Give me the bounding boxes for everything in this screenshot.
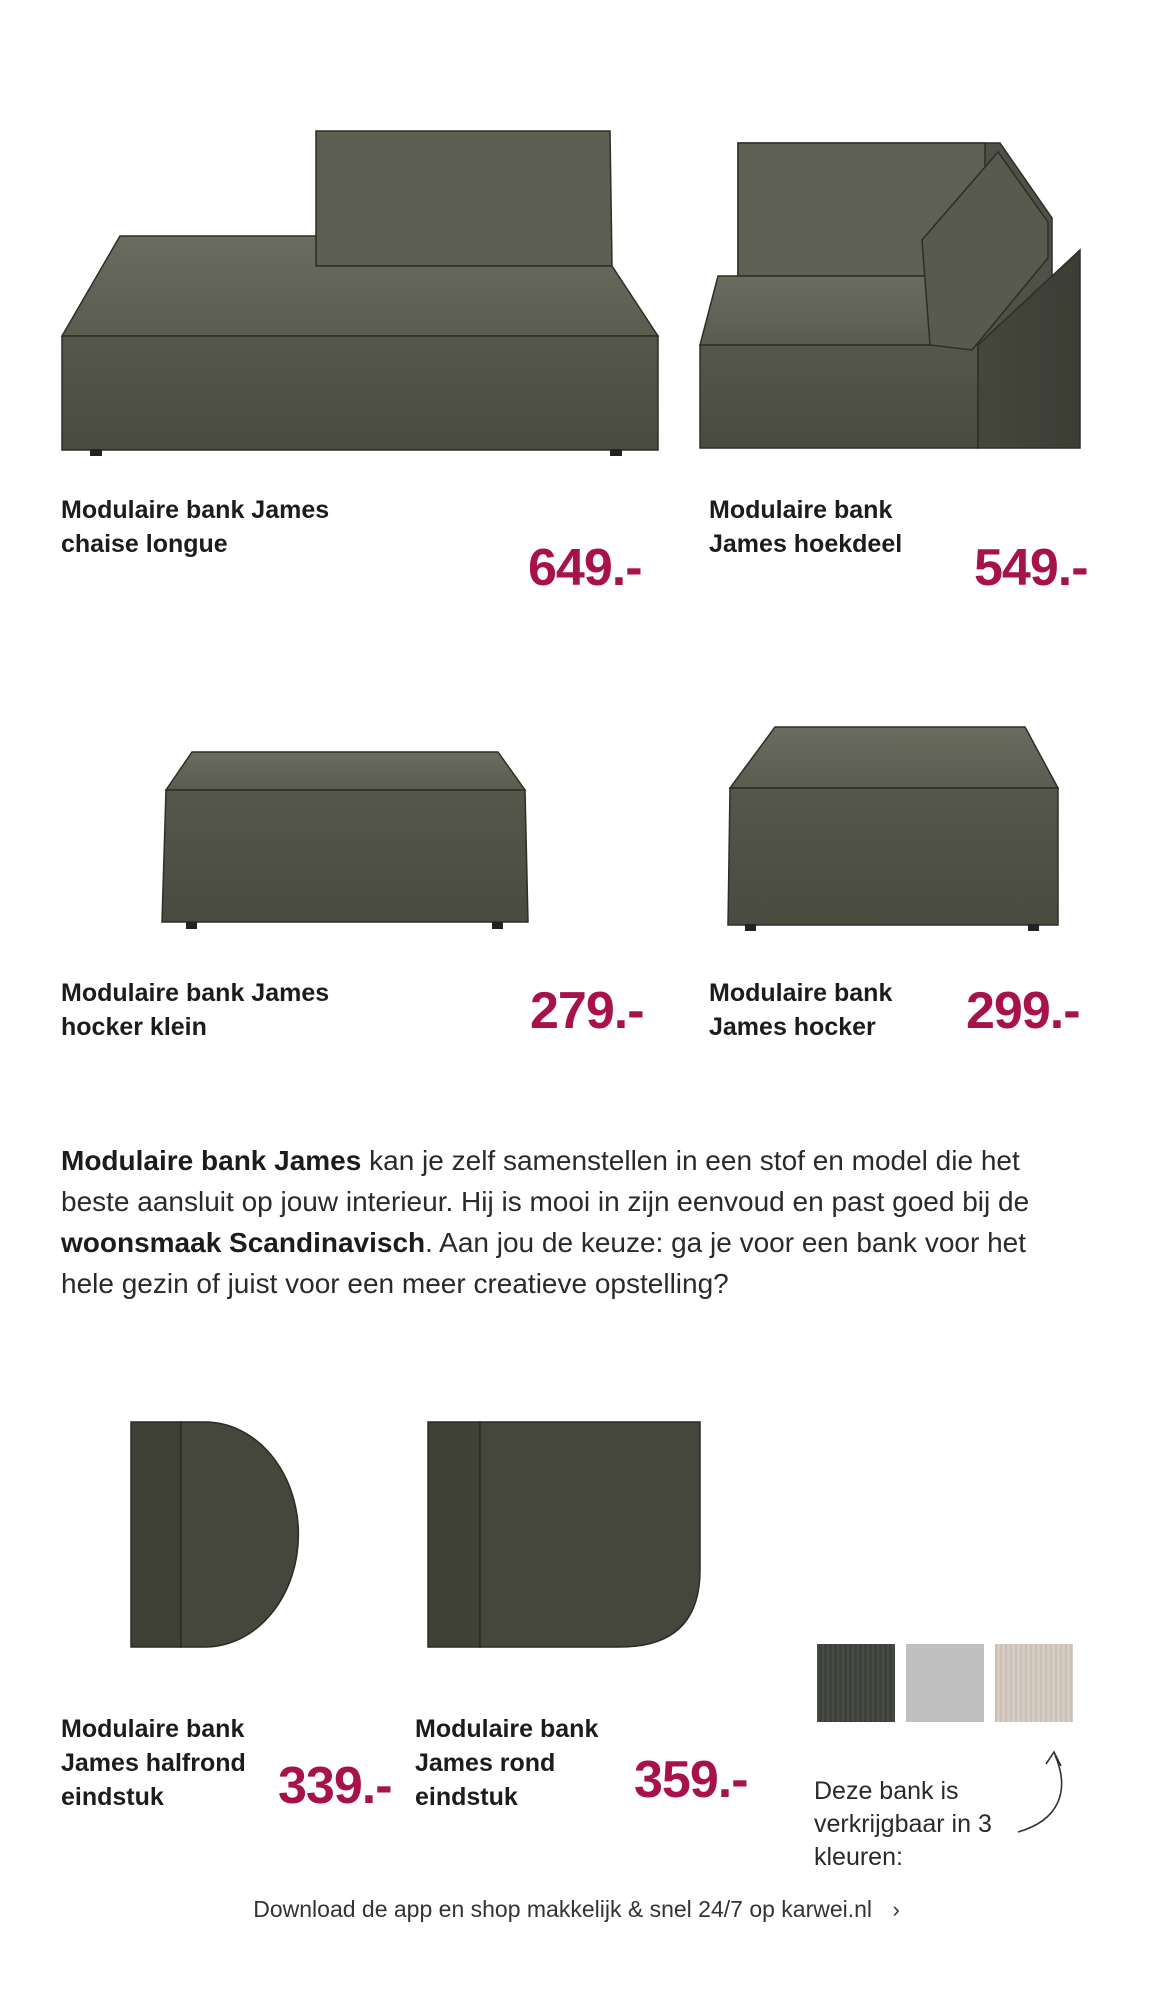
product-name-chaise-longue — [61, 493, 329, 561]
intro-bold-product: Modulaire bank James — [61, 1145, 362, 1176]
product-name-line: Modulaire bank — [709, 979, 893, 1007]
intro-text-2: . Aan jou de keuze: ga je voor een bank voor het hele gezin of juist voor een meer creatieve opstelling? — [61, 1227, 1027, 1299]
product-name-line: eindstuk — [415, 1783, 518, 1811]
product-name-line: Modulaire bank — [709, 496, 893, 524]
product-price-hoekdeel: 549.- — [974, 539, 1088, 597]
color-availability-note: Deze bank is verkrijgbaar in 3 kleuren: — [814, 1777, 992, 1871]
product-price-hocker: 299.- — [966, 982, 1080, 1040]
product-price-rond-eindstuk: 359.- — [634, 1751, 748, 1809]
footer-app-link[interactable] — [0, 1896, 1153, 1923]
color-swatch-dark-green[interactable] — [817, 1644, 895, 1722]
product-price-halfrond-eindstuk: 339.- — [278, 1757, 392, 1815]
product-name-hocker-klein — [61, 976, 329, 1044]
product-name-line: James hoekdeel — [709, 530, 903, 558]
chevron-right-icon: › — [892, 1897, 900, 1922]
product-price-hocker-klein: 279.- — [530, 982, 644, 1040]
product-price-chaise-longue: 649.- — [528, 539, 642, 597]
product-name-line: James hocker — [709, 1013, 876, 1041]
product-name-line: Modulaire bank James — [61, 496, 330, 524]
product-name-line: James rond — [415, 1749, 556, 1777]
product-name-line: hocker klein — [61, 1013, 207, 1041]
color-swatch-light-grey[interactable] — [906, 1644, 984, 1722]
footer-text: Download de app en shop makkelijk & snel 24/7 op karwei.nl — [253, 1896, 873, 1922]
product-name-line: Modulaire bank — [61, 1715, 245, 1743]
product-name-line: chaise longue — [61, 530, 228, 558]
intro-bold-style: woonsmaak Scandinavisch — [61, 1227, 426, 1258]
product-name-line: James halfrond — [61, 1749, 246, 1777]
product-name-line: Modulaire bank — [415, 1715, 599, 1743]
product-name-hocker — [709, 976, 892, 1044]
product-name-line: Modulaire bank James — [61, 979, 330, 1007]
product-name-hoekdeel — [709, 493, 902, 561]
intro-paragraph — [61, 1140, 1061, 1304]
product-name-line: eindstuk — [61, 1783, 164, 1811]
product-name-rond-eindstuk — [415, 1712, 598, 1814]
product-name-halfrond-eindstuk — [61, 1712, 246, 1814]
color-swatch-beige[interactable] — [995, 1644, 1073, 1722]
intro-text-1: kan je zelf samenstellen in een stof en model die het beste aansluit op jouw interieur. Hij is mooi in zijn eenvoud en past goed bij de — [61, 1145, 1030, 1217]
